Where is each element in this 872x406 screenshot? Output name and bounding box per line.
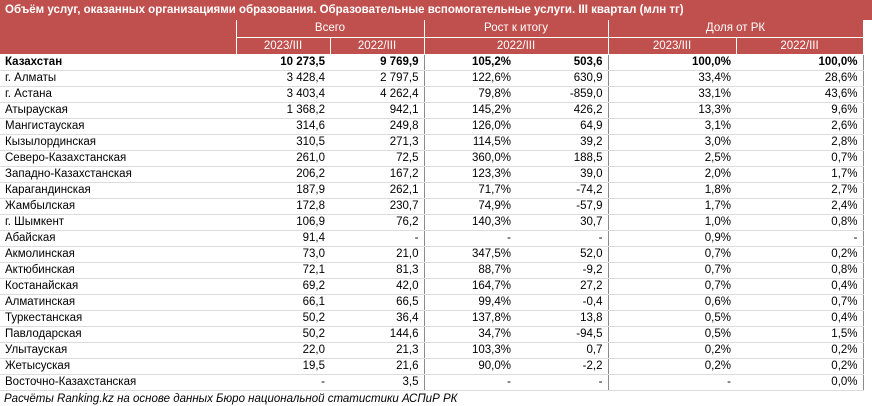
share-2022-cell: 43,6% (736, 87, 863, 103)
region-cell: Алматинская (0, 295, 236, 311)
growth-abs-cell: 39,0 (516, 167, 608, 183)
header-growth-2022: 2022/III (424, 38, 608, 55)
growth-abs-cell: 13,8 (516, 311, 608, 327)
growth-pct-cell: - (424, 231, 516, 247)
table-row (0, 343, 863, 359)
table-header (0, 20, 863, 55)
share-2022-cell: 2,8% (736, 135, 863, 151)
share-2022-cell: 28,6% (736, 71, 863, 87)
share-2023-cell: 0,2% (608, 359, 736, 375)
total-2022-cell: 81,3 (330, 263, 424, 279)
share-2023-cell: 2,5% (608, 151, 736, 167)
growth-pct-cell: 114,5% (424, 135, 516, 151)
region-cell: Западно-Казахстанская (0, 167, 236, 183)
table-row (0, 103, 863, 119)
region-cell: Актюбинская (0, 263, 236, 279)
table-row (0, 327, 863, 343)
table-row (0, 167, 863, 183)
table-row (0, 247, 863, 263)
header-share-2022: 2022/III (736, 38, 863, 55)
share-2022-cell: 0,8% (736, 215, 863, 231)
growth-abs-cell: 630,9 (516, 71, 608, 87)
region-cell: Кызылординская (0, 135, 236, 151)
total-2023-cell: 91,4 (236, 231, 330, 247)
growth-pct-cell: 347,5% (424, 247, 516, 263)
region-cell: Карагандинская (0, 183, 236, 199)
table-row (0, 263, 863, 279)
share-2022-cell: 9,6% (736, 103, 863, 119)
header-region (0, 20, 236, 55)
share-2023-cell: 100,0% (608, 55, 736, 71)
total-2022-cell: 249,8 (330, 119, 424, 135)
total-2023-cell: 1 368,2 (236, 103, 330, 119)
growth-abs-cell: - (516, 231, 608, 247)
growth-pct-cell: 71,7% (424, 183, 516, 199)
share-2023-cell: 0,5% (608, 311, 736, 327)
share-2022-cell: 0,2% (736, 247, 863, 263)
region-cell: Жамбылская (0, 199, 236, 215)
header-total-2023: 2023/III (236, 38, 330, 55)
total-2023-cell: 72,1 (236, 263, 330, 279)
growth-pct-cell: 126,0% (424, 119, 516, 135)
growth-abs-cell: 52,0 (516, 247, 608, 263)
total-2023-cell: - (236, 375, 330, 391)
total-2022-cell: 76,2 (330, 215, 424, 231)
growth-pct-cell: 105,2% (424, 55, 516, 71)
growth-pct-cell: 123,3% (424, 167, 516, 183)
total-2023-cell: 22,0 (236, 343, 330, 359)
share-2023-cell: 0,7% (608, 263, 736, 279)
total-2022-cell: 3,5 (330, 375, 424, 391)
growth-abs-cell: 30,7 (516, 215, 608, 231)
table-row (0, 119, 863, 135)
growth-abs-cell: -74,2 (516, 183, 608, 199)
share-2022-cell: 1,7% (736, 167, 863, 183)
table-row (0, 295, 863, 311)
share-2023-cell: 3,1% (608, 119, 736, 135)
share-2022-cell: 0,2% (736, 343, 863, 359)
growth-pct-cell: 164,7% (424, 279, 516, 295)
region-cell: Костанайская (0, 279, 236, 295)
total-2023-cell: 172,8 (236, 199, 330, 215)
table-row (0, 311, 863, 327)
total-2023-cell: 10 273,5 (236, 55, 330, 71)
total-2022-cell: 2 797,5 (330, 71, 424, 87)
table-row (0, 359, 863, 375)
total-2023-cell: 106,9 (236, 215, 330, 231)
share-2023-cell: 33,4% (608, 71, 736, 87)
region-cell: г. Шымкент (0, 215, 236, 231)
growth-abs-cell: -94,5 (516, 327, 608, 343)
total-2023-cell: 310,5 (236, 135, 330, 151)
total-2022-cell: 9 769,9 (330, 55, 424, 71)
share-2023-cell: 0,5% (608, 327, 736, 343)
growth-abs-cell: - (516, 375, 608, 391)
region-cell: Абайская (0, 231, 236, 247)
growth-pct-cell: 122,6% (424, 71, 516, 87)
table-row (0, 151, 863, 167)
table-row (0, 135, 863, 151)
total-2022-cell: 21,3 (330, 343, 424, 359)
share-2023-cell: 0,6% (608, 295, 736, 311)
growth-pct-cell: 99,4% (424, 295, 516, 311)
header-share: Доля от РК (608, 20, 863, 38)
growth-pct-cell: 103,3% (424, 343, 516, 359)
region-cell: Мангистауская (0, 119, 236, 135)
table-row (0, 87, 863, 103)
share-2023-cell: 1,8% (608, 183, 736, 199)
region-cell: г. Астана (0, 87, 236, 103)
table-row (0, 183, 863, 199)
total-2022-cell: 262,1 (330, 183, 424, 199)
share-2022-cell: 1,5% (736, 327, 863, 343)
share-2023-cell: 0,7% (608, 247, 736, 263)
share-2022-cell: 2,7% (736, 183, 863, 199)
share-2023-cell: - (608, 375, 736, 391)
region-cell: Туркестанская (0, 311, 236, 327)
region-cell: Восточно-Казахстанская (0, 375, 236, 391)
region-cell: г. Алматы (0, 71, 236, 87)
growth-pct-cell: 145,2% (424, 103, 516, 119)
share-2022-cell: 0,2% (736, 359, 863, 375)
total-2023-cell: 50,2 (236, 311, 330, 327)
total-2023-cell: 261,0 (236, 151, 330, 167)
growth-abs-cell: 426,2 (516, 103, 608, 119)
table-row (0, 71, 863, 87)
region-cell: Атырауская (0, 103, 236, 119)
table-row (0, 231, 863, 247)
share-2023-cell: 0,2% (608, 343, 736, 359)
region-cell: Акмолинская (0, 247, 236, 263)
total-2022-cell: 942,1 (330, 103, 424, 119)
source-note: Расчёты Ranking.kz на основе данных Бюро национальной статистики АСПиР РК (4, 393, 458, 405)
growth-abs-cell: -0,4 (516, 295, 608, 311)
total-2023-cell: 206,2 (236, 167, 330, 183)
growth-pct-cell: 74,9% (424, 199, 516, 215)
region-cell: Казахстан (0, 55, 236, 71)
growth-abs-cell: -9,2 (516, 263, 608, 279)
total-2022-cell: 230,7 (330, 199, 424, 215)
total-2022-cell: 72,5 (330, 151, 424, 167)
total-2022-cell: 36,4 (330, 311, 424, 327)
share-2022-cell: 2,6% (736, 119, 863, 135)
total-2022-cell: - (330, 231, 424, 247)
share-2022-cell: - (736, 231, 863, 247)
growth-abs-cell: 188,5 (516, 151, 608, 167)
total-2022-cell: 271,3 (330, 135, 424, 151)
share-2022-cell: 2,4% (736, 199, 863, 215)
growth-pct-cell: 88,7% (424, 263, 516, 279)
growth-pct-cell: - (424, 375, 516, 391)
growth-pct-cell: 360,0% (424, 151, 516, 167)
header-total: Всего (236, 20, 424, 38)
total-2022-cell: 144,6 (330, 327, 424, 343)
share-2023-cell: 3,0% (608, 135, 736, 151)
header-share-2023: 2023/III (608, 38, 736, 55)
table-row (0, 199, 863, 215)
table-title: Объём услуг, оказанных организациями образования. Образовательные вспомогательные услуги. III квартал (млн тг) (0, 0, 872, 20)
share-2022-cell: 0,0% (736, 375, 863, 391)
growth-pct-cell: 90,0% (424, 359, 516, 375)
total-2023-cell: 73,0 (236, 247, 330, 263)
growth-abs-cell: -2,2 (516, 359, 608, 375)
table-row (0, 55, 863, 71)
total-2022-cell: 4 262,4 (330, 87, 424, 103)
growth-abs-cell: 64,9 (516, 119, 608, 135)
total-2023-cell: 187,9 (236, 183, 330, 199)
growth-pct-cell: 34,7% (424, 327, 516, 343)
growth-abs-cell: 0,7 (516, 343, 608, 359)
region-cell: Улытауская (0, 343, 236, 359)
table-body (0, 55, 863, 391)
table-row (0, 375, 863, 391)
growth-pct-cell: 79,8% (424, 87, 516, 103)
share-2023-cell: 2,0% (608, 167, 736, 183)
share-2023-cell: 13,3% (608, 103, 736, 119)
share-2022-cell: 0,4% (736, 279, 863, 295)
total-2023-cell: 50,2 (236, 327, 330, 343)
growth-abs-cell: 27,2 (516, 279, 608, 295)
share-2022-cell: 0,7% (736, 295, 863, 311)
total-2023-cell: 69,2 (236, 279, 330, 295)
total-2022-cell: 21,6 (330, 359, 424, 375)
growth-abs-cell: -57,9 (516, 199, 608, 215)
total-2023-cell: 3 403,4 (236, 87, 330, 103)
header-growth: Рост к итогу (424, 20, 608, 38)
growth-abs-cell: 39,2 (516, 135, 608, 151)
total-2022-cell: 42,0 (330, 279, 424, 295)
share-2023-cell: 1,7% (608, 199, 736, 215)
growth-pct-cell: 140,3% (424, 215, 516, 231)
table-row (0, 279, 863, 295)
growth-abs-cell: -859,0 (516, 87, 608, 103)
region-cell: Северо-Казахстанская (0, 151, 236, 167)
growth-abs-cell: 503,6 (516, 55, 608, 71)
total-2023-cell: 19,5 (236, 359, 330, 375)
share-2023-cell: 1,0% (608, 215, 736, 231)
header-total-2022: 2022/III (330, 38, 424, 55)
share-2023-cell: 0,9% (608, 231, 736, 247)
total-2022-cell: 167,2 (330, 167, 424, 183)
table-row (0, 215, 863, 231)
total-2022-cell: 21,0 (330, 247, 424, 263)
total-2023-cell: 66,1 (236, 295, 330, 311)
region-cell: Павлодарская (0, 327, 236, 343)
share-2022-cell: 0,4% (736, 311, 863, 327)
total-2022-cell: 66,5 (330, 295, 424, 311)
total-2023-cell: 3 428,4 (236, 71, 330, 87)
share-2023-cell: 0,7% (608, 279, 736, 295)
region-cell: Жетысуская (0, 359, 236, 375)
data-table (0, 20, 864, 391)
share-2022-cell: 0,7% (736, 151, 863, 167)
growth-pct-cell: 137,8% (424, 311, 516, 327)
total-2023-cell: 314,6 (236, 119, 330, 135)
share-2022-cell: 100,0% (736, 55, 863, 71)
share-2022-cell: 0,8% (736, 263, 863, 279)
share-2023-cell: 33,1% (608, 87, 736, 103)
